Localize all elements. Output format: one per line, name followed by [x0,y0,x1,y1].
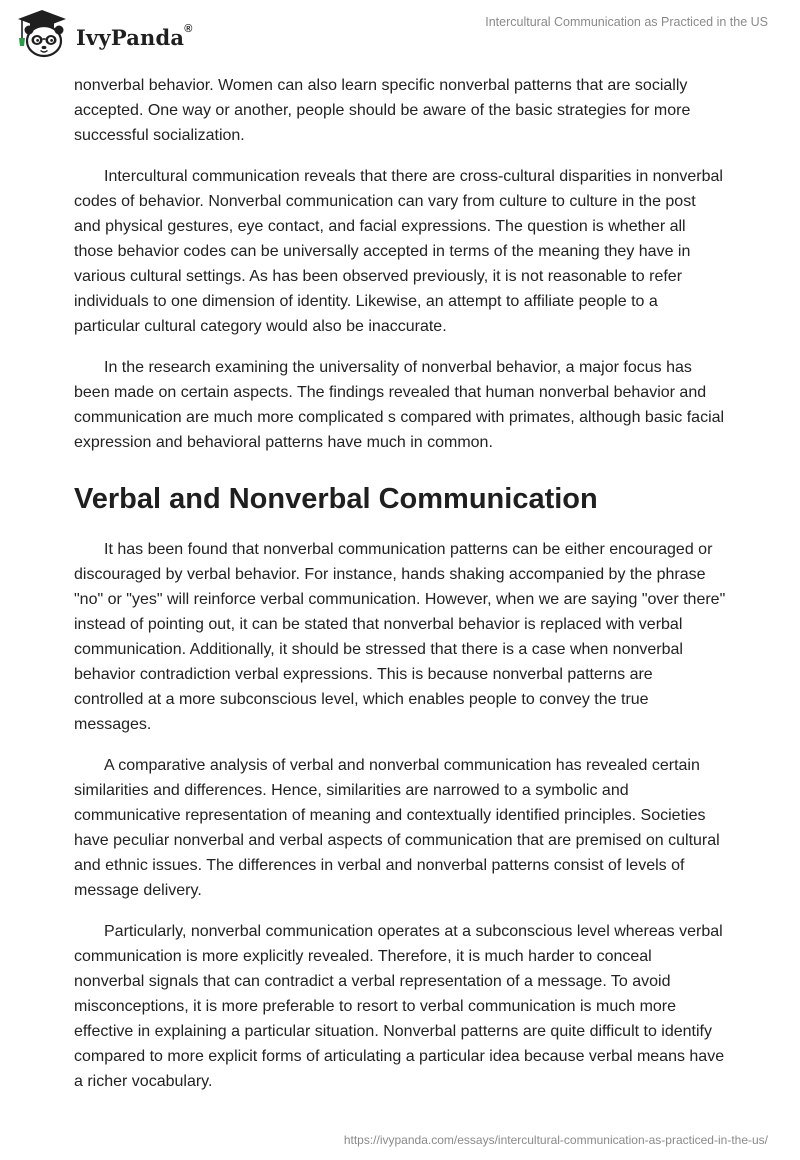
panda-graduate-logo-icon [14,8,70,60]
paragraph: nonverbal behavior. Women can also learn specific nonverbal patterns that are socially accepted. One way or another, people should be aware of the basic strategies for more successful socialization. [74,77,691,144]
paragraph: It has been found that nonverbal communication patterns can be either encouraged or discouraged by verbal behavior. For instance, hands shaking accompanied by the phrase "no" or "yes" will reinforce verbal communication. However, when we are saying "over there" instead of pointing out, it can be stated that nonverbal behavior is replaced with verbal communication. Additionally, it should be stressed that there is a case when nonverbal behavior contradiction verbal expressions. This is because nonverbal patterns are controlled at a more subconscious level, which enables people to convey the true messages. [74,541,726,733]
paragraph: Particularly, nonverbal communication operates at a subconscious level whereas verbal communication is more explicitly revealed. Therefore, it is much harder to conceal nonverbal signals that can contradict a verbal representation of a message. To avoid misconceptions, it is more preferable to resort to verbal communication is much more effective in explaining a particular situation. Nonverbal patterns are quite difficult to identify compared to more explicit forms of articulating a particular idea because verbal means have a richer vocabulary. [74,923,725,1090]
section-heading: Verbal and Nonverbal Communication [74,483,598,515]
brand-name-text: IvyPanda [76,24,185,50]
paragraph: In the research examining the universality of nonverbal behavior, a major focus has been made on certain aspects. The findings revealed that human nonverbal behavior and communication are much more complicated s compared with primates, although basic facial expression and behavioral patterns have much in common. [74,359,725,451]
paragraph: A comparative analysis of verbal and nonverbal communication has revealed certain similarities and differences. Hence, similarities are narrowed to a symbolic and communicative representation of meaning and contextually identified principles. Societies have peculiar nonverbal and verbal aspects of communication that are premised on cultural and ethnic issues. The differences in verbal and nonverbal patterns consist of levels of message delivery. [74,757,720,899]
registered-mark: ® [184,22,193,35]
document-title: Intercultural Communication as Practiced in the US [485,15,768,29]
source-url-link[interactable]: https://ivypanda.com/essays/intercultural-communication-as-practiced-in-the-us/ [343,1133,768,1147]
brand-name [76,22,193,50]
page-header [0,0,800,70]
ivypanda-logo[interactable] [14,8,193,60]
paragraph: Intercultural communication reveals that there are cross-cultural disparities in nonverbal codes of behavior. Nonverbal communication can vary from culture to culture in the post and physical gestures, eye contact, and facial expressions. The question is whether all those behavior codes can be universally accepted in terms of the meaning they have in various cultural settings. As has been observed previously, it is not reasonable to refer individuals to one dimension of identity. Likewise, an attempt to affiliate people to a particular cultural category would also be inaccurate. [74,168,723,335]
essay-body [74,73,726,1110]
